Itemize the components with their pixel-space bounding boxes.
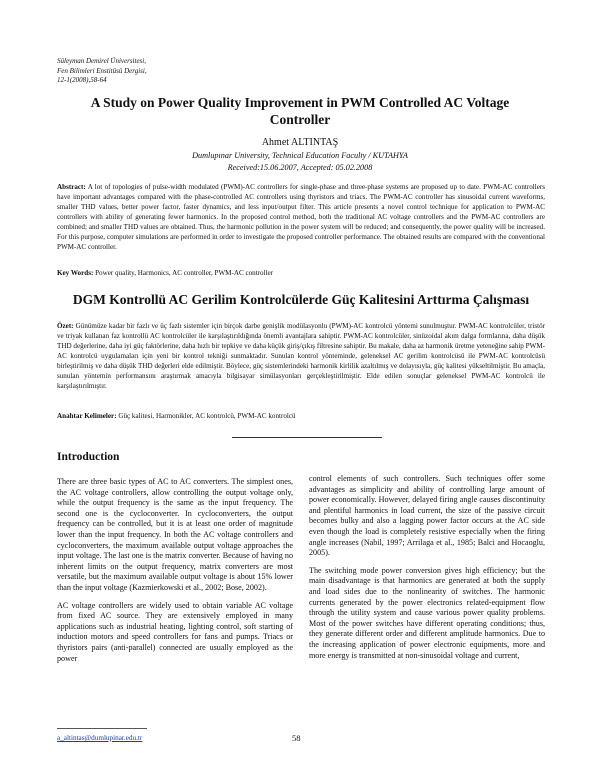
author-email-link[interactable]: a_altintas@dumlupinar.edu.tr xyxy=(57,734,143,742)
keywords-label: Key Words: xyxy=(57,269,94,277)
journal-institute: Fen Bilimleri Enstitüsü Dergisi, xyxy=(57,66,147,75)
received-dates: Received:15.06.2007, Accepted: 05.02.2008 xyxy=(227,163,373,172)
paragraph: The switching mode power conversion gives high efficiency; but the main disadvantage is that harmonics are generated at both the supply and load sides due to the nonlinearity of switches. The harmonic currents generated by the power electronics related-equipment flow through the utility system and cause various power quality problems. Most of the power switches have different operating conditions; thus, they generate different order and different amplitude harmonics. Due to the increasing application of power electronic equipments, more and more energy is transmitted at non-sinusoidal voltage and current, xyxy=(309,565,545,660)
section-heading-introduction: Introduction xyxy=(57,451,120,463)
paragraph: There are three basic types of AC to AC converters. The simplest ones, the AC voltage controllers, allow controlling the output voltage only, while the output frequency is the same as the input frequency. The second one is the cycloconverter. In cycloconverters, the output frequency can be controlled, but it is at least one order of magnitude lower than the input frequency. In both the AC voltage controllers and cycloconverters, the maximum available output voltage approaches the input voltage. The last one is the matrix converter. Because of having no inherent limits on the output frequency, matrix converters are most versatile, but the maximum available output voltage is about 15% lower than the input voltage (Kazmierkowski et al., 2002; Bose, 2002). xyxy=(57,477,293,592)
anahtar-kelimeler-label: Anahtar Kelimeler: xyxy=(57,412,117,420)
keywords-english xyxy=(57,268,545,278)
paper-title-english: A Study on Power Quality Improvement in PWM Controlled AC Voltage Controller xyxy=(90,95,510,127)
keywords-text: Power quality, Harmonics, AC controller, PWM-AC controller xyxy=(93,269,274,277)
keywords-turkish xyxy=(57,411,545,421)
body-column-left xyxy=(57,477,293,671)
journal-header xyxy=(57,57,147,86)
paragraph: AC voltage controllers are widely used to obtain variable AC voltage from fixed AC source. They are extensively employed in many applications such as industrial heating, lighting control, soft starting of induction motors and speed controllers for fans and pumps. Triacs or thyristors pairs (anti-parallel) connected are usually employed as the power xyxy=(57,600,293,663)
page-number: 58 xyxy=(292,733,301,743)
author-name: Ahmet ALTINTAŞ xyxy=(261,137,339,148)
paper-title-turkish: DGM Kontrollü AC Gerilim Kontrolcülerde Güç Kalitesini Arttırma Çalışması xyxy=(72,292,530,307)
abstract-english xyxy=(57,182,545,252)
footnote-rule xyxy=(57,728,147,729)
abstract-turkish xyxy=(57,321,545,391)
abstract-text: A lot of topologies of pulse-width modulated (PWM)-AC controllers for single-phase and three-phase systems are proposed up to date. PWM-AC controllers have important advantages compared with the phase-controlled AC controllers using thyristors and triacs. The PWM-AC controller has sinusoidal current waveforms, smaller THD values, better power factor, faster dynamics, and less input/output filter. This article presents a novel control technique for application to PWM-AC controllers with ability of generating fewer harmonics. In the proposed control method, both the traditional AC voltage controllers and the PWM-AC controllers are combined; and smaller THD values are obtained. Thus, the harmonic pollution in the power system will be reduced; and consequently, the power quality will be increased. For this purpose, computer simulations are performed in order to investigate the proposed controller performance. The obtained results are compared with the conventional PWM-AC controller. xyxy=(57,183,545,251)
abstract-label: Abstract: xyxy=(57,183,86,191)
ozet-text: Günümüze kadar bir fazlı ve üç fazlı sistemler için birçok darbe genişlik modülasyonlu (PWM)-AC kontrolcü yöntemi sunulmuştur. PWM-AC kontrolcüler, tristör ve triyak kullanan faz kontrollü AC kontrolcüler ile karşılaştırıldığında önemli avantajlara sahiptir. PWM-AC kontrolcüler, sinüzoidal akım dalga formlarına, daha düşük THD değerlerine, daha iyi güç faktörlerine, daha hızlı bir tepkiye ve daha küçük giriş/çıkış filtresine sahiptir. Bu makale, daha az harmonik üretme yeteneğine sahip PWM-AC kontrolcü uygulamaları için yeni bir kontrol tekniği sunmaktadır. Sunulan kontrol yönteminde, geleneksel AC gerilim kontrolcüsü ile PWM-AC kontrolcüsü birleştirilmiş ve daha düşük THD değerleri elde edilmiştir. Böylece, güç sistemlerindeki harmonik kirlilik azaltılmış ve dolayısıyla, güç kalitesi yükseltilmiştir. Bu amaçla, sunulan yöntemin performansını araştırmak amacıyla bilgisayar simülasyonları gerçekleştirilmiştir. Elde edilen sonuçlar geleneksel PWM-AC kontrolcü ile karşılaştırılmıştır. xyxy=(57,322,545,390)
journal-volume: 12-1(2008),58-64 xyxy=(57,76,107,85)
body-column-right xyxy=(309,474,545,668)
journal-name: Süleyman Demirel Üniversitesi, xyxy=(57,57,146,65)
ozet-label: Özet: xyxy=(57,322,74,330)
section-divider xyxy=(232,437,382,438)
author-affiliation: Dumlupınar University, Technical Education Faculty / KUTAHYA xyxy=(192,151,408,160)
paragraph: control elements of such controllers. Such techniques offer some advantages as simplicity and ability of controlling large amount of power economically. However, delayed firing angle causes discontinuity and plentiful harmonics in load current, the size of the passive circuit becomes bulky and also a lagging power factor occurs at the AC side even though the load is completely resistive especially when the firing angle increases (Nabil, 1997; Arrilaga et al., 1985; Balci and Hocaoglu, 2005). xyxy=(309,474,545,558)
anahtar-kelimeler-text: Güç kalitesi, Harmonikler, AC kontrolcü, PWM-AC kontrolcü xyxy=(116,412,296,420)
